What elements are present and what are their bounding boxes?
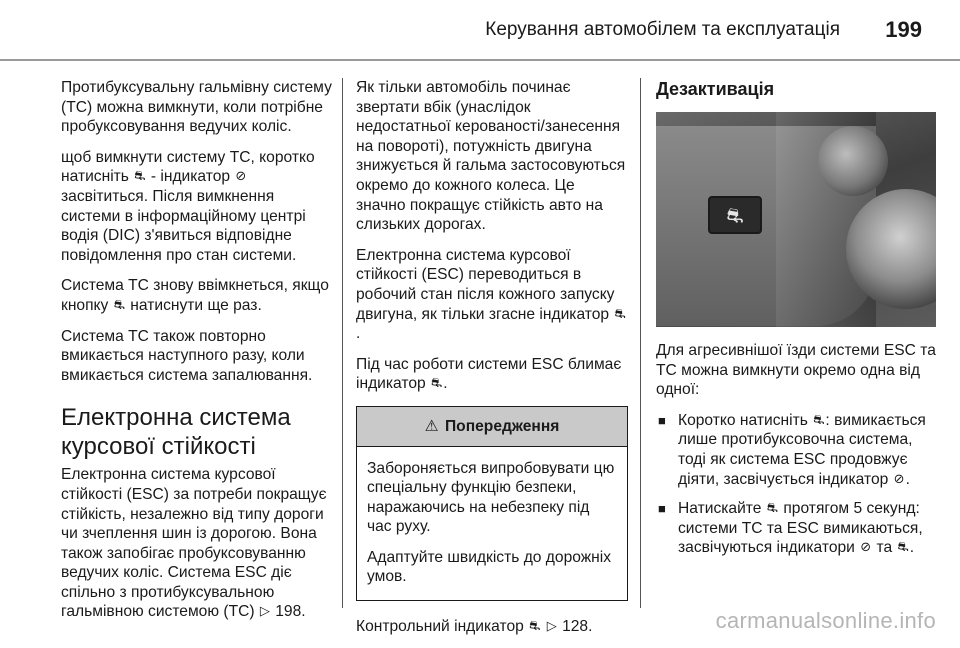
column-2 — [356, 78, 628, 648]
bullet-list — [656, 411, 936, 558]
traction-control-button-icon: ⛐ — [766, 501, 779, 517]
column-divider-2 — [640, 78, 641, 608]
text-run: Натискайте — [678, 500, 762, 518]
control-knob — [818, 126, 888, 196]
text-run: - індикатор — [150, 168, 231, 186]
tc-off-indicator-icon: ⊘ — [893, 471, 905, 487]
page-reference[interactable]: 128. — [562, 618, 593, 636]
esc-off-indicator-icon: ⛐ — [897, 540, 909, 556]
paragraph — [356, 617, 628, 637]
esc-indicator-icon: ⛐ — [614, 306, 626, 322]
paragraph: Під час роботи системи ESC блимає індикатор ⛐. — [356, 355, 622, 393]
text-run: Електронна система курсової стійкості (ESC) переводиться в робочий стан після кожного запуску двигуна, як тільки згасне індикатор — [356, 246, 615, 323]
see-page-arrow-icon[interactable]: ▷ — [259, 604, 270, 620]
tc-off-indicator-icon: ⊘ — [860, 540, 872, 556]
text-run: Електронна система курсової стійкості (ESC) за потреби покращує стійкість, незалежно від типу дороги чи зчеплення шин із дорогою. Вона також запобігає пробуксовуванню ведучих коліс. Система ESC діє спільно з протибуксувальною гальмівною системою (TC) — [61, 466, 327, 621]
chapter-title: Керування автомобілем та експлуатація — [485, 19, 840, 40]
traction-control-button-icon: ⛐ — [813, 412, 825, 428]
paragraph: Забороняється випробовувати цю спеціальну функцію безпеки, наражаючись на небезпеку під час руху. — [367, 459, 615, 536]
text-run: Коротко натисніть — [678, 411, 808, 429]
warning-body — [357, 447, 627, 601]
column-divider-1 — [342, 78, 343, 608]
tc-off-indicator-icon: ⊘ — [235, 169, 247, 185]
paragraph: Електронна система курсової стійкості (ESC) переводиться в робочий стан після кожного запуску двигуна, як тільки згасне індикатор ⛐. — [356, 246, 626, 343]
warning-box — [356, 406, 628, 601]
traction-control-button-icon: ⛐ — [708, 196, 762, 234]
paragraph — [61, 276, 333, 315]
warning-header — [357, 407, 627, 447]
page-reference[interactable]: 198. — [275, 603, 306, 621]
header-rule — [0, 59, 960, 61]
column-3 — [656, 78, 936, 568]
see-page-arrow-icon[interactable]: ▷ — [546, 619, 557, 635]
dashboard-button-photo — [656, 112, 936, 327]
column-1 — [61, 78, 333, 633]
bullet-icon: ■ — [658, 412, 666, 428]
paragraph: Адаптуйте швидкість до дорожніх умов. — [367, 548, 612, 586]
paragraph — [61, 148, 333, 266]
list-item: ■ Коротко натисніть ⛐: вимикається лише протибуксовочна система, тоді як система ESC продовжує діяти, засвічується індикатор ⊘. — [658, 411, 926, 488]
esc-indicator-icon: ⛐ — [431, 376, 443, 392]
page-number: 199 — [885, 17, 922, 42]
text-run: щоб вимкнути систему TC, коротко натисніть — [61, 148, 315, 186]
warning-title: Попередження — [444, 417, 560, 435]
traction-control-button-icon: ⛐ — [113, 297, 125, 313]
paragraph: Для агресивнішої їзди системи ESC та TC можна вимкнути окремо одна від одної: — [656, 342, 936, 399]
traction-control-button-icon: ⛐ — [134, 169, 146, 185]
paragraph: Система TC також повторно вмикається наступного разу, коли вмикається система запалювання. — [61, 327, 313, 384]
section-heading: Дезактивація — [656, 79, 775, 99]
paragraph — [61, 465, 333, 622]
site-watermark: carmanualsonline.info — [715, 608, 936, 633]
text-run: засвітиться. Після вимкнення системи в інформаційному центрі водія (DIC) з'явиться відповідне повідомлення про стан системи. — [61, 187, 306, 264]
text-run: вимикається лише протибуксовочна система, тоді як система ESC продовжує діяти, засвічується індикатор — [678, 411, 926, 488]
esc-indicator-icon: ⛐ — [529, 619, 541, 635]
list-item: ■ Натискайте ⛐ протягом 5 секунд: системи TC та ESC вимикаються, засвічуються індикатори ⊘ та ⛐. — [658, 500, 923, 557]
paragraph: Протибуксувальну гальмівну систему (TC) можна вимкнути, коли потрібне пробуксовування ведучих коліс. — [61, 79, 332, 136]
warning-triangle-icon: ⚠ — [424, 416, 439, 435]
text-run: Система TC знову ввімкнеться, якщо кнопку — [61, 277, 329, 314]
section-heading: Електронна система курсової стійкості — [61, 404, 291, 461]
text-run: натиснути ще раз. — [130, 296, 262, 314]
text-run: Контрольний індикатор — [356, 618, 524, 636]
page-header — [0, 0, 960, 62]
text-run: Під час роботи системи ESC блимає індикатор — [356, 355, 622, 393]
bullet-icon: ■ — [658, 501, 666, 517]
text-run: та — [876, 539, 893, 557]
text-run: протягом 5 секунд: системи TC та ESC вимикаються, засвічуються індикатори — [678, 500, 923, 557]
paragraph: Як тільки автомобіль починає звертати вбік (унаслідок недостатньої керованості/занесення на повороті), потужність двигуна знижується й гальма застосовуються окремо до кожного колеса. Це значно покращує стійкість авто на слизьких дорогах. — [356, 79, 626, 234]
